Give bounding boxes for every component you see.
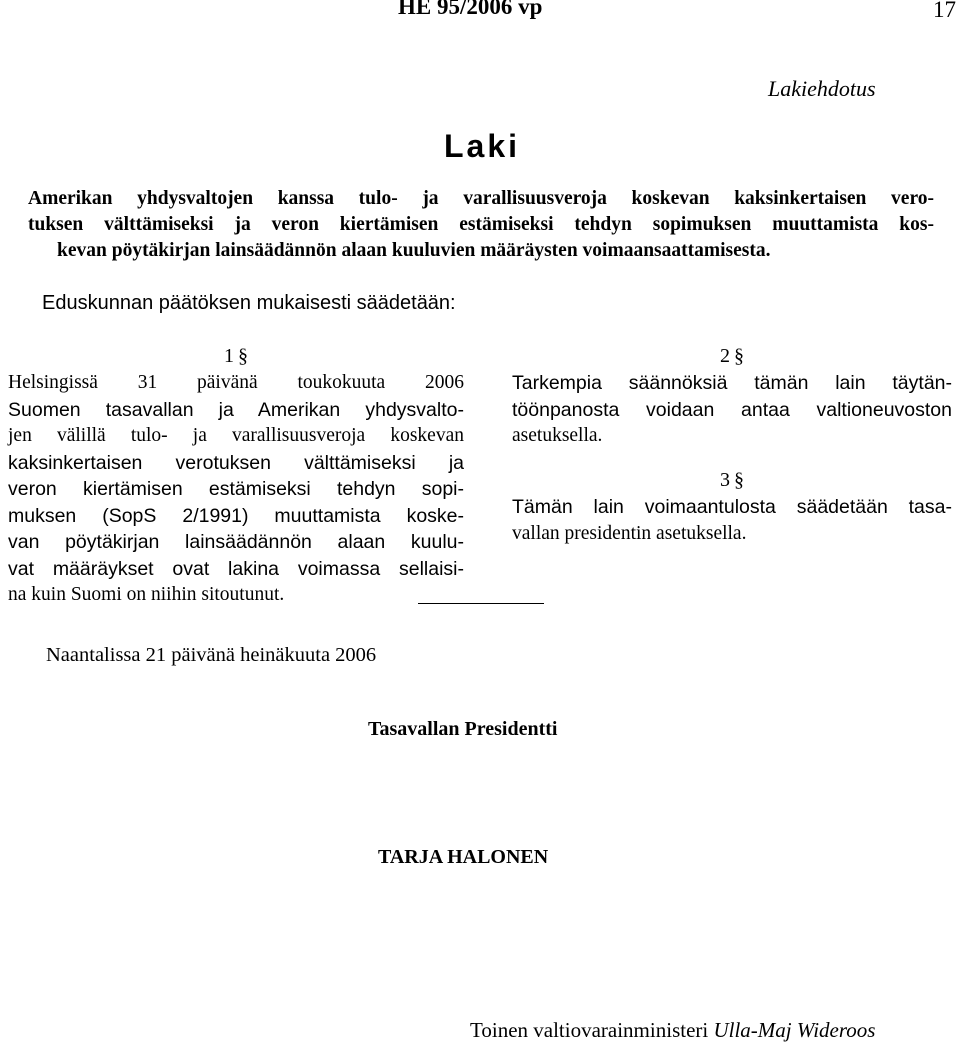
section-text-line: asetuksella. <box>512 425 603 446</box>
section-2 <box>512 342 952 450</box>
page-number: 17 <box>933 0 956 22</box>
section-text-line: Helsingissä 31 päivänä toukokuuta 2006 <box>8 372 464 393</box>
section-1 <box>8 342 464 609</box>
section-text-line: kaksinkertaisen verotuksen välttämiseksi ja <box>8 451 464 474</box>
section-heading <box>512 342 952 370</box>
section-text-line: vallan presidentin asetuksella. <box>512 522 747 544</box>
law-subtitle-line: Amerikan yhdysvaltojen kanssa tulo- ja varallisuusveroja koskevan kaksinkertaisen vero- <box>28 188 934 209</box>
section-3 <box>512 466 952 547</box>
law-title: Laki <box>444 128 521 164</box>
section-text-line: veron kiertämisen estämiseksi tehdyn sopi- <box>8 478 464 500</box>
law-subtitle-line: kevan pöytäkirjan lainsäädännön alaan kuuluvien määräysten voimaansaattamisesta. <box>57 240 771 261</box>
section-symbol: § <box>734 345 744 367</box>
end-rule <box>418 603 544 604</box>
section-heading <box>512 466 952 494</box>
section-text-line: Suomen tasavallan ja Amerikan yhdysvalto- <box>8 398 464 421</box>
document-id: HE 95/2006 vp <box>398 0 543 19</box>
section-text-line: vat määräykset ovat lakina voimassa sellaisi- <box>8 557 464 580</box>
section-text-line: muksen (SopS 2/1991) muuttamista koske- <box>8 504 464 527</box>
minister-name: Ulla-Maj Wideroos <box>713 1018 876 1042</box>
document-type: Lakiehdotus <box>768 76 876 101</box>
section-body <box>512 494 952 547</box>
section-text-line: töönpanosta voidaan antaa valtioneuvoston <box>512 398 952 421</box>
section-number: 3 <box>720 469 730 491</box>
section-number: 1 <box>224 345 234 367</box>
section-text-line: jen välillä tulo- ja varallisuusveroja koskevan <box>8 425 464 446</box>
president-title: Tasavallan Presidentti <box>368 718 558 740</box>
president-name: TARJA HALONEN <box>378 846 549 868</box>
section-symbol: § <box>734 469 744 491</box>
section-number: 2 <box>720 345 730 367</box>
law-subtitle-line: tuksen välttämiseksi ja veron kiertämisen estämiseksi tehdyn sopimuksen muuttamista kos- <box>28 214 934 235</box>
enactment-clause: Eduskunnan päätöksen mukaisesti säädetään: <box>42 292 456 314</box>
section-body <box>512 370 952 450</box>
minister-title: Toinen valtiovarainministeri <box>470 1018 709 1042</box>
minister-signature <box>470 1018 875 1043</box>
section-text-line: Tämän lain voimaantulosta säädetään tasa- <box>512 496 952 518</box>
section-text-line: Tarkempia säännöksiä tämän lain täytän- <box>512 372 952 394</box>
section-text-line: van pöytäkirjan lainsäädännön alaan kuulu- <box>8 531 464 553</box>
place-date: Naantalissa 21 päivänä heinäkuuta 2006 <box>46 644 377 666</box>
section-symbol: § <box>238 345 248 367</box>
section-body <box>8 370 464 609</box>
section-heading <box>8 342 464 370</box>
section-text-line: na kuin Suomi on niihin sitoutunut. <box>8 584 285 605</box>
